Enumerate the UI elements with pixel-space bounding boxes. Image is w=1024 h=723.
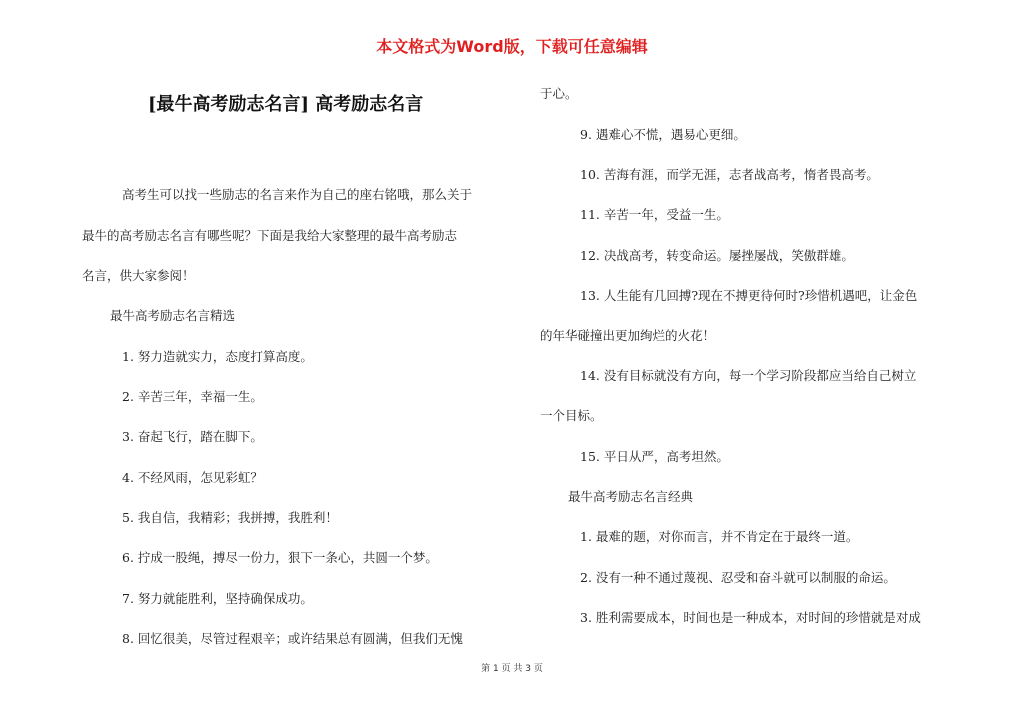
left-line-3: 名言，供大家参阅！ <box>82 268 195 283</box>
quote-item-continuation: 一个目标。 <box>540 408 603 423</box>
quote-item: 7. 努力就能胜利，坚持确保成功。 <box>122 591 313 606</box>
quote-item: 1. 努力造就实力，态度打算高度。 <box>122 349 313 364</box>
section-heading-1: 最牛高考励志名言精选 <box>110 308 236 323</box>
quote-item: 4. 不经风雨，怎见彩虹？ <box>122 470 263 485</box>
quote-item-continuation: 的年华碰撞出更加绚烂的火花！ <box>540 328 716 343</box>
quote-item: 3. 胜利需要成本，时间也是一种成本，对时间的珍惜就是对成 <box>580 610 921 625</box>
quote-item: 3. 奋起飞行，踏在脚下。 <box>122 429 263 444</box>
quote-item: 12. 决战高考，转变命运。屡挫屡战，笑傲群雄。 <box>580 248 854 263</box>
page-number-footer: 第 1 页 共 3 页 <box>481 664 543 674</box>
document-title: [最牛高考励志名言] 高考励志名言 <box>148 94 424 115</box>
left-line-1: 高考生可以找一些励志的名言来作为自己的座右铭哦，那么关于 <box>122 187 473 202</box>
quote-item: 8. 回忆很美，尽管过程艰辛；或许结果总有圆满，但我们无愧 <box>122 631 463 646</box>
quote-item: 2. 没有一种不通过蔑视、忍受和奋斗就可以制服的命运。 <box>580 570 896 585</box>
quote-item: 13. 人生能有几回搏?现在不搏更待何时?珍惜机遇吧，让金色 <box>580 288 918 303</box>
quote-item: 15. 平日从严，高考坦然。 <box>580 449 729 464</box>
left-line-2: 最牛的高考励志名言有哪些呢？下面是我给大家整理的最牛高考励志 <box>82 228 458 243</box>
quote-item: 6. 拧成一股绳，搏尽一份力，狠下一条心，共圆一个梦。 <box>122 550 438 565</box>
quote-item: 1. 最难的题，对你而言，并不肯定在于最终一道。 <box>580 529 859 544</box>
edit-notice-banner: 本文格式为Word版，下载可任意编辑 <box>376 37 648 56</box>
right-line-continuation: 于心。 <box>540 86 578 101</box>
quote-item: 5. 我自信，我精彩；我拼搏，我胜利！ <box>122 510 338 525</box>
section-heading-2: 最牛高考励志名言经典 <box>568 489 694 504</box>
quote-item: 2. 辛苦三年，幸福一生。 <box>122 389 263 404</box>
quote-item: 9. 遇难心不慌，遇易心更细。 <box>580 127 746 142</box>
quote-item: 14. 没有目标就没有方向，每一个学习阶段都应当给自己树立 <box>580 368 917 383</box>
quote-item: 11. 辛苦一年，受益一生。 <box>580 207 729 222</box>
quote-item: 10. 苦海有涯，而学无涯，志者战高考，惰者畏高考。 <box>580 167 879 182</box>
